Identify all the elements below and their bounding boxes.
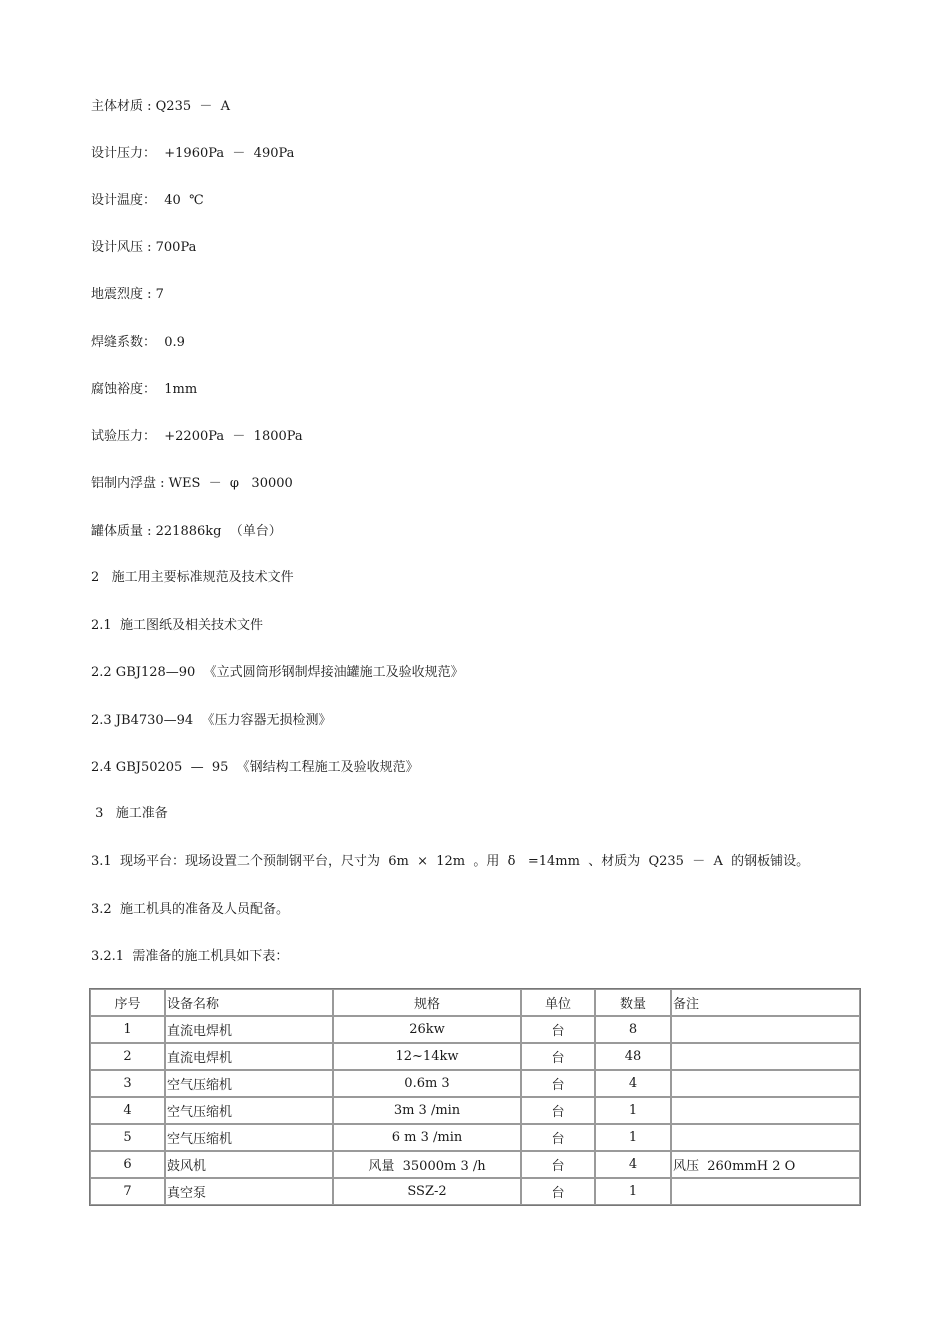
cell-remarks xyxy=(671,1070,860,1097)
table-row xyxy=(90,1097,860,1124)
section-2-heading: 2 施工用主要标准规范及技术文件 xyxy=(91,570,294,585)
cell-unit: 台 xyxy=(521,1097,595,1124)
table-row xyxy=(90,1124,860,1151)
spec-wind-pressure: 设计风压 : 700Pa xyxy=(91,240,197,255)
section-2-1: 2.1 施工图纸及相关技术文件 xyxy=(91,618,263,633)
header-spec: 规格 xyxy=(333,989,521,1016)
cell-name: 鼓风机 xyxy=(165,1151,333,1178)
header-unit: 单位 xyxy=(521,989,595,1016)
spec-seismic: 地震烈度 : 7 xyxy=(91,287,164,302)
cell-quantity: 1 xyxy=(595,1178,671,1205)
section-3-heading: 3 施工准备 xyxy=(91,806,168,821)
cell-index: 6 xyxy=(90,1151,165,1178)
header-remarks: 备注 xyxy=(671,989,860,1016)
cell-name: 直流电焊机 xyxy=(165,1043,333,1070)
spec-material: 主体材质 : Q235 － A xyxy=(91,99,231,114)
cell-spec: 6 m 3 /min xyxy=(333,1124,521,1151)
table-row xyxy=(90,1043,860,1070)
cell-quantity: 48 xyxy=(595,1043,671,1070)
cell-index: 2 xyxy=(90,1043,165,1070)
cell-index: 1 xyxy=(90,1016,165,1043)
section-3-2-1-paragraph: 3.2.1 需准备的施工机具如下表： xyxy=(91,949,289,964)
cell-quantity: 4 xyxy=(595,1070,671,1097)
table-row xyxy=(90,1016,860,1043)
spec-corrosion: 腐蚀裕度： 1mm xyxy=(91,382,198,397)
cell-quantity: 1 xyxy=(595,1097,671,1124)
spec-weld-factor: 焊缝系数： 0.9 xyxy=(91,335,185,350)
cell-remarks xyxy=(671,1016,860,1043)
cell-name: 空气压缩机 xyxy=(165,1097,333,1124)
cell-name: 真空泵 xyxy=(165,1178,333,1205)
cell-spec: 3m 3 /min xyxy=(333,1097,521,1124)
cell-unit: 台 xyxy=(521,1043,595,1070)
cell-spec: 风量 35000m 3 /h xyxy=(333,1151,521,1178)
cell-spec: 0.6m 3 xyxy=(333,1070,521,1097)
cell-spec: SSZ-2 xyxy=(333,1178,521,1205)
cell-unit: 台 xyxy=(521,1124,595,1151)
spec-design-pressure: 设计压力： +1960Pa － 490Pa xyxy=(91,146,295,161)
cell-unit: 台 xyxy=(521,1151,595,1178)
cell-unit: 台 xyxy=(521,1178,595,1205)
cell-quantity: 8 xyxy=(595,1016,671,1043)
header-name: 设备名称 xyxy=(165,989,333,1016)
section-3-2-paragraph: 3.2 施工机具的准备及人员配备。 xyxy=(91,902,289,917)
cell-index: 4 xyxy=(90,1097,165,1124)
table-row xyxy=(90,1070,860,1097)
table-row xyxy=(90,1178,860,1205)
cell-remarks: 风压 260mmH 2 O xyxy=(671,1151,860,1178)
spec-tank-mass: 罐体质量 : 221886kg （单台） xyxy=(91,524,282,539)
cell-remarks xyxy=(671,1043,860,1070)
cell-remarks xyxy=(671,1124,860,1151)
section-2-3: 2.3 JB4730—94 《压力容器无损检测》 xyxy=(91,713,332,728)
cell-remarks xyxy=(671,1097,860,1124)
header-index: 序号 xyxy=(90,989,165,1016)
cell-unit: 台 xyxy=(521,1070,595,1097)
cell-name: 空气压缩机 xyxy=(165,1070,333,1097)
equipment-table xyxy=(89,988,861,1206)
cell-remarks xyxy=(671,1178,860,1205)
spec-floating-deck: 铝制内浮盘 : WES － φ 30000 xyxy=(91,476,293,491)
spec-test-pressure: 试验压力： +2200Pa － 1800Pa xyxy=(91,429,303,444)
cell-index: 7 xyxy=(90,1178,165,1205)
cell-spec: 26kw xyxy=(333,1016,521,1043)
section-2-2: 2.2 GBJ128—90 《立式圆筒形钢制焊接油罐施工及验收规范》 xyxy=(91,665,464,680)
cell-name: 直流电焊机 xyxy=(165,1016,333,1043)
cell-index: 5 xyxy=(90,1124,165,1151)
cell-name: 空气压缩机 xyxy=(165,1124,333,1151)
cell-quantity: 4 xyxy=(595,1151,671,1178)
spec-design-temp: 设计温度： 40 ℃ xyxy=(91,193,204,208)
cell-quantity: 1 xyxy=(595,1124,671,1151)
section-2-4: 2.4 GBJ50205 — 95 《钢结构工程施工及验收规范》 xyxy=(91,760,419,775)
table-header-row xyxy=(90,989,860,1016)
section-3-1-paragraph: 3.1 现场平台：现场设置二个预制钢平台，尺寸为 6m × 12m 。用 δ =14mm 、材质为 Q235 － A 的钢板铺设。 xyxy=(91,854,810,869)
cell-index: 3 xyxy=(90,1070,165,1097)
table-row xyxy=(90,1151,860,1178)
cell-spec: 12~14kw xyxy=(333,1043,521,1070)
header-quantity: 数量 xyxy=(595,989,671,1016)
cell-unit: 台 xyxy=(521,1016,595,1043)
